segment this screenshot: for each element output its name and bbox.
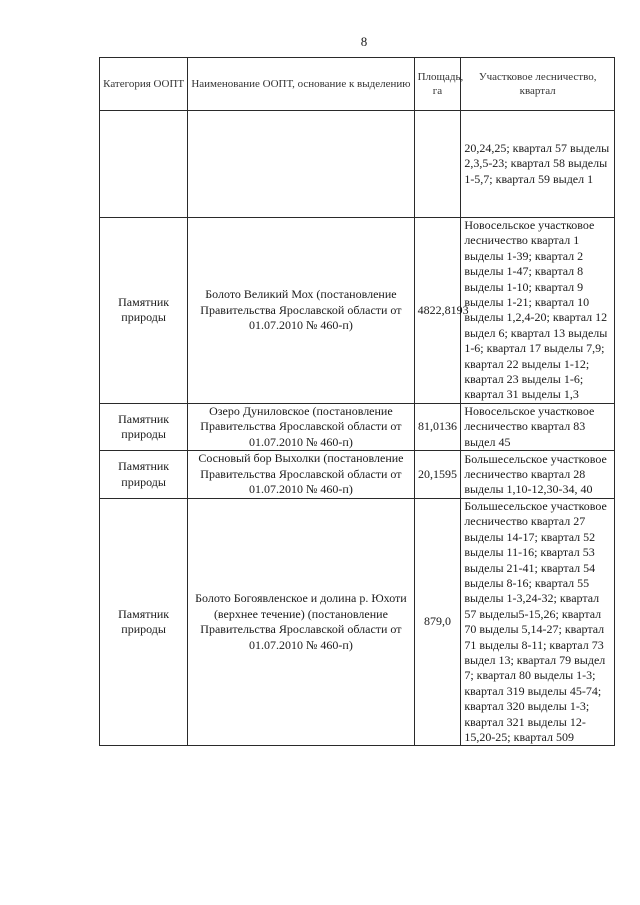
category-cell: Памятник природы (100, 451, 188, 499)
name-cell: Болото Богоявленское и долина р. Юхоти (верхнее течение) (постановление Правительства Ярославской области от 01.07.2010 № 460-п) (188, 498, 414, 746)
header-area: Площадь, га (414, 58, 461, 111)
page-number: 8 (360, 34, 368, 49)
table-row (100, 403, 615, 451)
header-location: Участковое лесничество, квартал (461, 58, 615, 111)
continuation-area-cell (414, 111, 461, 218)
area-cell: 20,1595 (414, 451, 461, 499)
area-cell: 81,0136 (414, 403, 461, 451)
location-cell: Большесельское участковое лесничество квартал 28 выделы 1,10-12,30-34, 40 (461, 451, 615, 499)
table-row (100, 218, 615, 404)
continuation-name-cell (188, 111, 414, 218)
location-cell: Новосельское участковое лесничество квартал 1 выделы 1-39; квартал 2 выделы 1-47; квартал 8 выделы 1-10; квартал 9 выделы 1-21; квартал 10 выделы 1,2,4-20; квартал 12 выдел 6; квартал 13 выделы 1-6; квартал 17 выделы 7,9; квартал 22 выделы 1-12; квартал 23 выделы 1-6; квартал 31 выделы 1,3 (461, 218, 615, 404)
table-row (100, 498, 615, 746)
header-category: Категория ООПТ (100, 58, 188, 111)
protected-areas-table (99, 57, 615, 746)
location-cell: Большесельское участковое лесничество квартал 27 выделы 14-17; квартал 52 выделы 11-16; квартал 53 выделы 21-41; квартал 54 выделы 8-16; квартал 55 выделы 1-3,24-32; квартал 57 выделы5-15,26; квартал 70 выделы 5,14-27; квартал 71 выделы 8-11; квартал 73 выдел 13; квартал 79 выдел 7; квартал 80 выделы 1-3; квартал 319 выделы 45-74; квартал 320 выделы 1-3; квартал 321 выделы 12-15,20-25; квартал 509 (461, 498, 615, 746)
table-row-continuation (100, 111, 615, 218)
category-cell: Памятник природы (100, 498, 188, 746)
area-cell: 4822,8193 (414, 218, 461, 404)
name-cell: Болото Великий Мох (постановление Правительства Ярославской области от 01.07.2010 № 460-п) (188, 218, 414, 404)
continuation-location-cell: 20,24,25; квартал 57 выделы 2,3,5-23; квартал 58 выделы 1-5,7; квартал 59 выдел 1 (461, 111, 615, 218)
location-cell: Новосельское участковое лесничество квартал 83 выдел 45 (461, 403, 615, 451)
name-cell: Сосновый бор Выхолки (постановление Правительства Ярославской области от 01.07.2010 № 460-п) (188, 451, 414, 499)
category-cell: Памятник природы (100, 403, 188, 451)
table-header-row (100, 58, 615, 111)
name-cell: Озеро Дуниловское (постановление Правительства Ярославской области от 01.07.2010 № 460-п) (188, 403, 414, 451)
category-cell: Памятник природы (100, 218, 188, 404)
header-name: Наименование ООПТ, основание к выделению (188, 58, 414, 111)
area-cell: 879,0 (414, 498, 461, 746)
continuation-category-cell (100, 111, 188, 218)
table-row (100, 451, 615, 499)
